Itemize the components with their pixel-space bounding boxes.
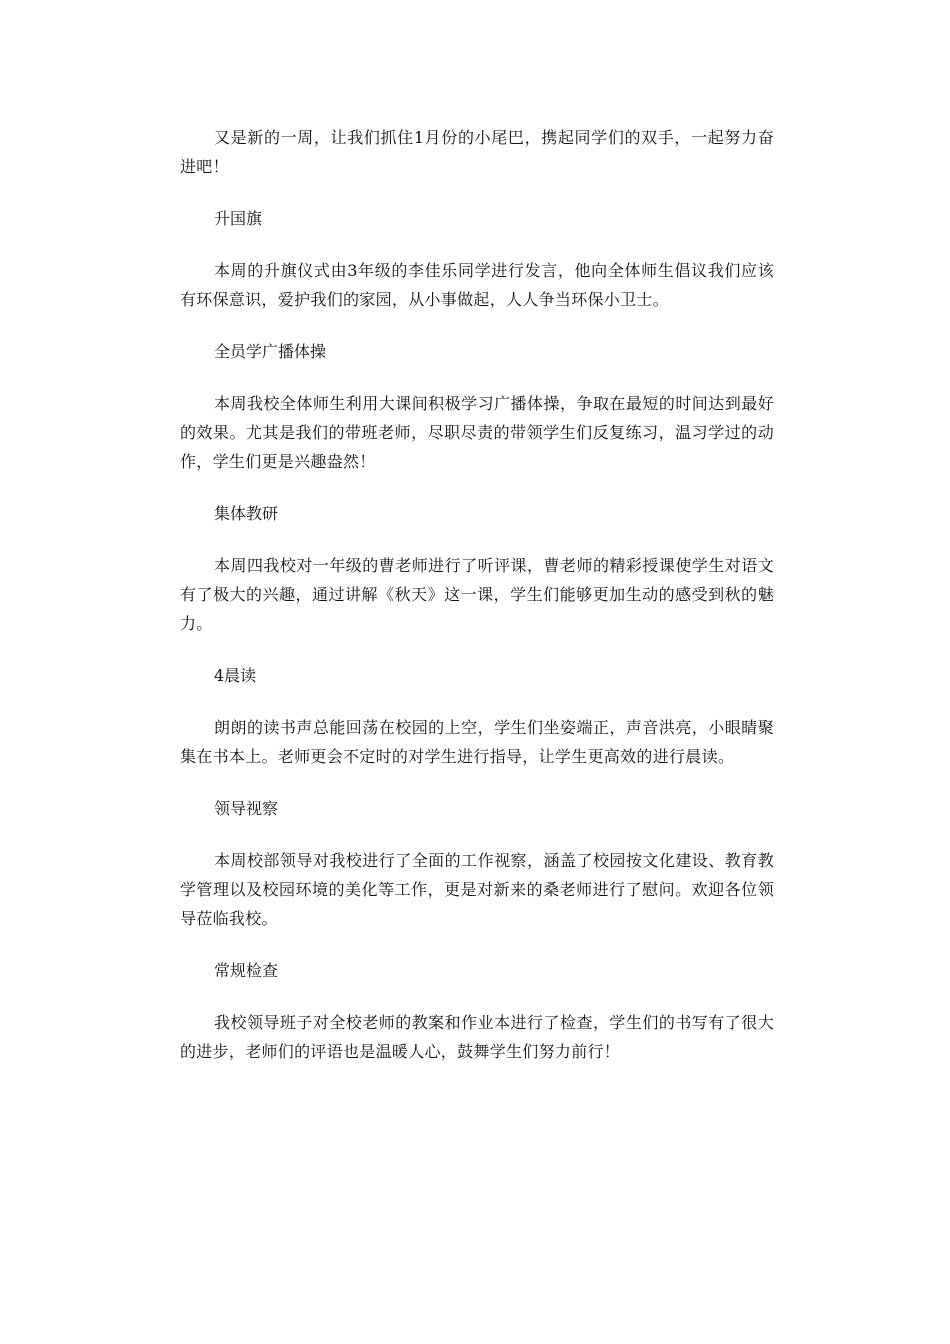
- section-body-exercise: 本周我校全体师生利用大课间积极学习广播体操，争取在最短的时间达到最好的效果。尤其是我们的带班老师，尽职尽责的带领学生们反复练习，温习学过的动作，学生们更是兴趣盎然！: [180, 394, 774, 471]
- section-heading-leader-visit: 领导视察: [214, 799, 279, 818]
- document-page: [180, 123, 774, 1066]
- section-body-flag-raising: 本周的升旗仪式由3年级的李佳乐同学进行发言，他向全体师生倡议我们应该有环保意识，爱护我们的家园，从小事做起，人人争当环保小卫士。: [180, 261, 774, 309]
- section-body-morning-reading: 朗朗的读书声总能回荡在校园的上空，学生们坐姿端正，声音洪亮，小眼睛聚集在书本上。老师更会不定时的对学生进行指导，让学生更高效的进行晨读。: [180, 718, 774, 766]
- section-body-teaching-research: 本周四我校对一年级的曹老师进行了听评课，曹老师的精彩授课使学生对语文有了极大的兴趣，通过讲解《秋天》这一课，学生们能够更加生动的感受到秋的魅力。: [180, 556, 774, 633]
- section-body-leader-visit: 本周校部领导对我校进行了全面的工作视察，涵盖了校园按文化建设、教育教学管理以及校园环境的美化等工作，更是对新来的桑老师进行了慰问。欢迎各位领导莅临我校。: [180, 851, 774, 928]
- section-heading-flag-raising: 升国旗: [214, 209, 263, 228]
- section-heading-teaching-research: 集体教研: [214, 504, 279, 523]
- section-heading-morning-reading: 4晨读: [214, 666, 257, 685]
- section-heading-routine-check: 常规检查: [214, 961, 279, 980]
- section-body-routine-check: 我校领导班子对全校老师的教案和作业本进行了检查，学生们的书写有了很大的进步，老师们的评语也是温暖人心，鼓舞学生们努力前行！: [180, 1013, 774, 1061]
- section-heading-exercise: 全员学广播体操: [214, 342, 327, 361]
- intro-paragraph: 又是新的一周，让我们抓住1月份的小尾巴，携起同学们的双手，一起努力奋进吧！: [180, 128, 774, 176]
